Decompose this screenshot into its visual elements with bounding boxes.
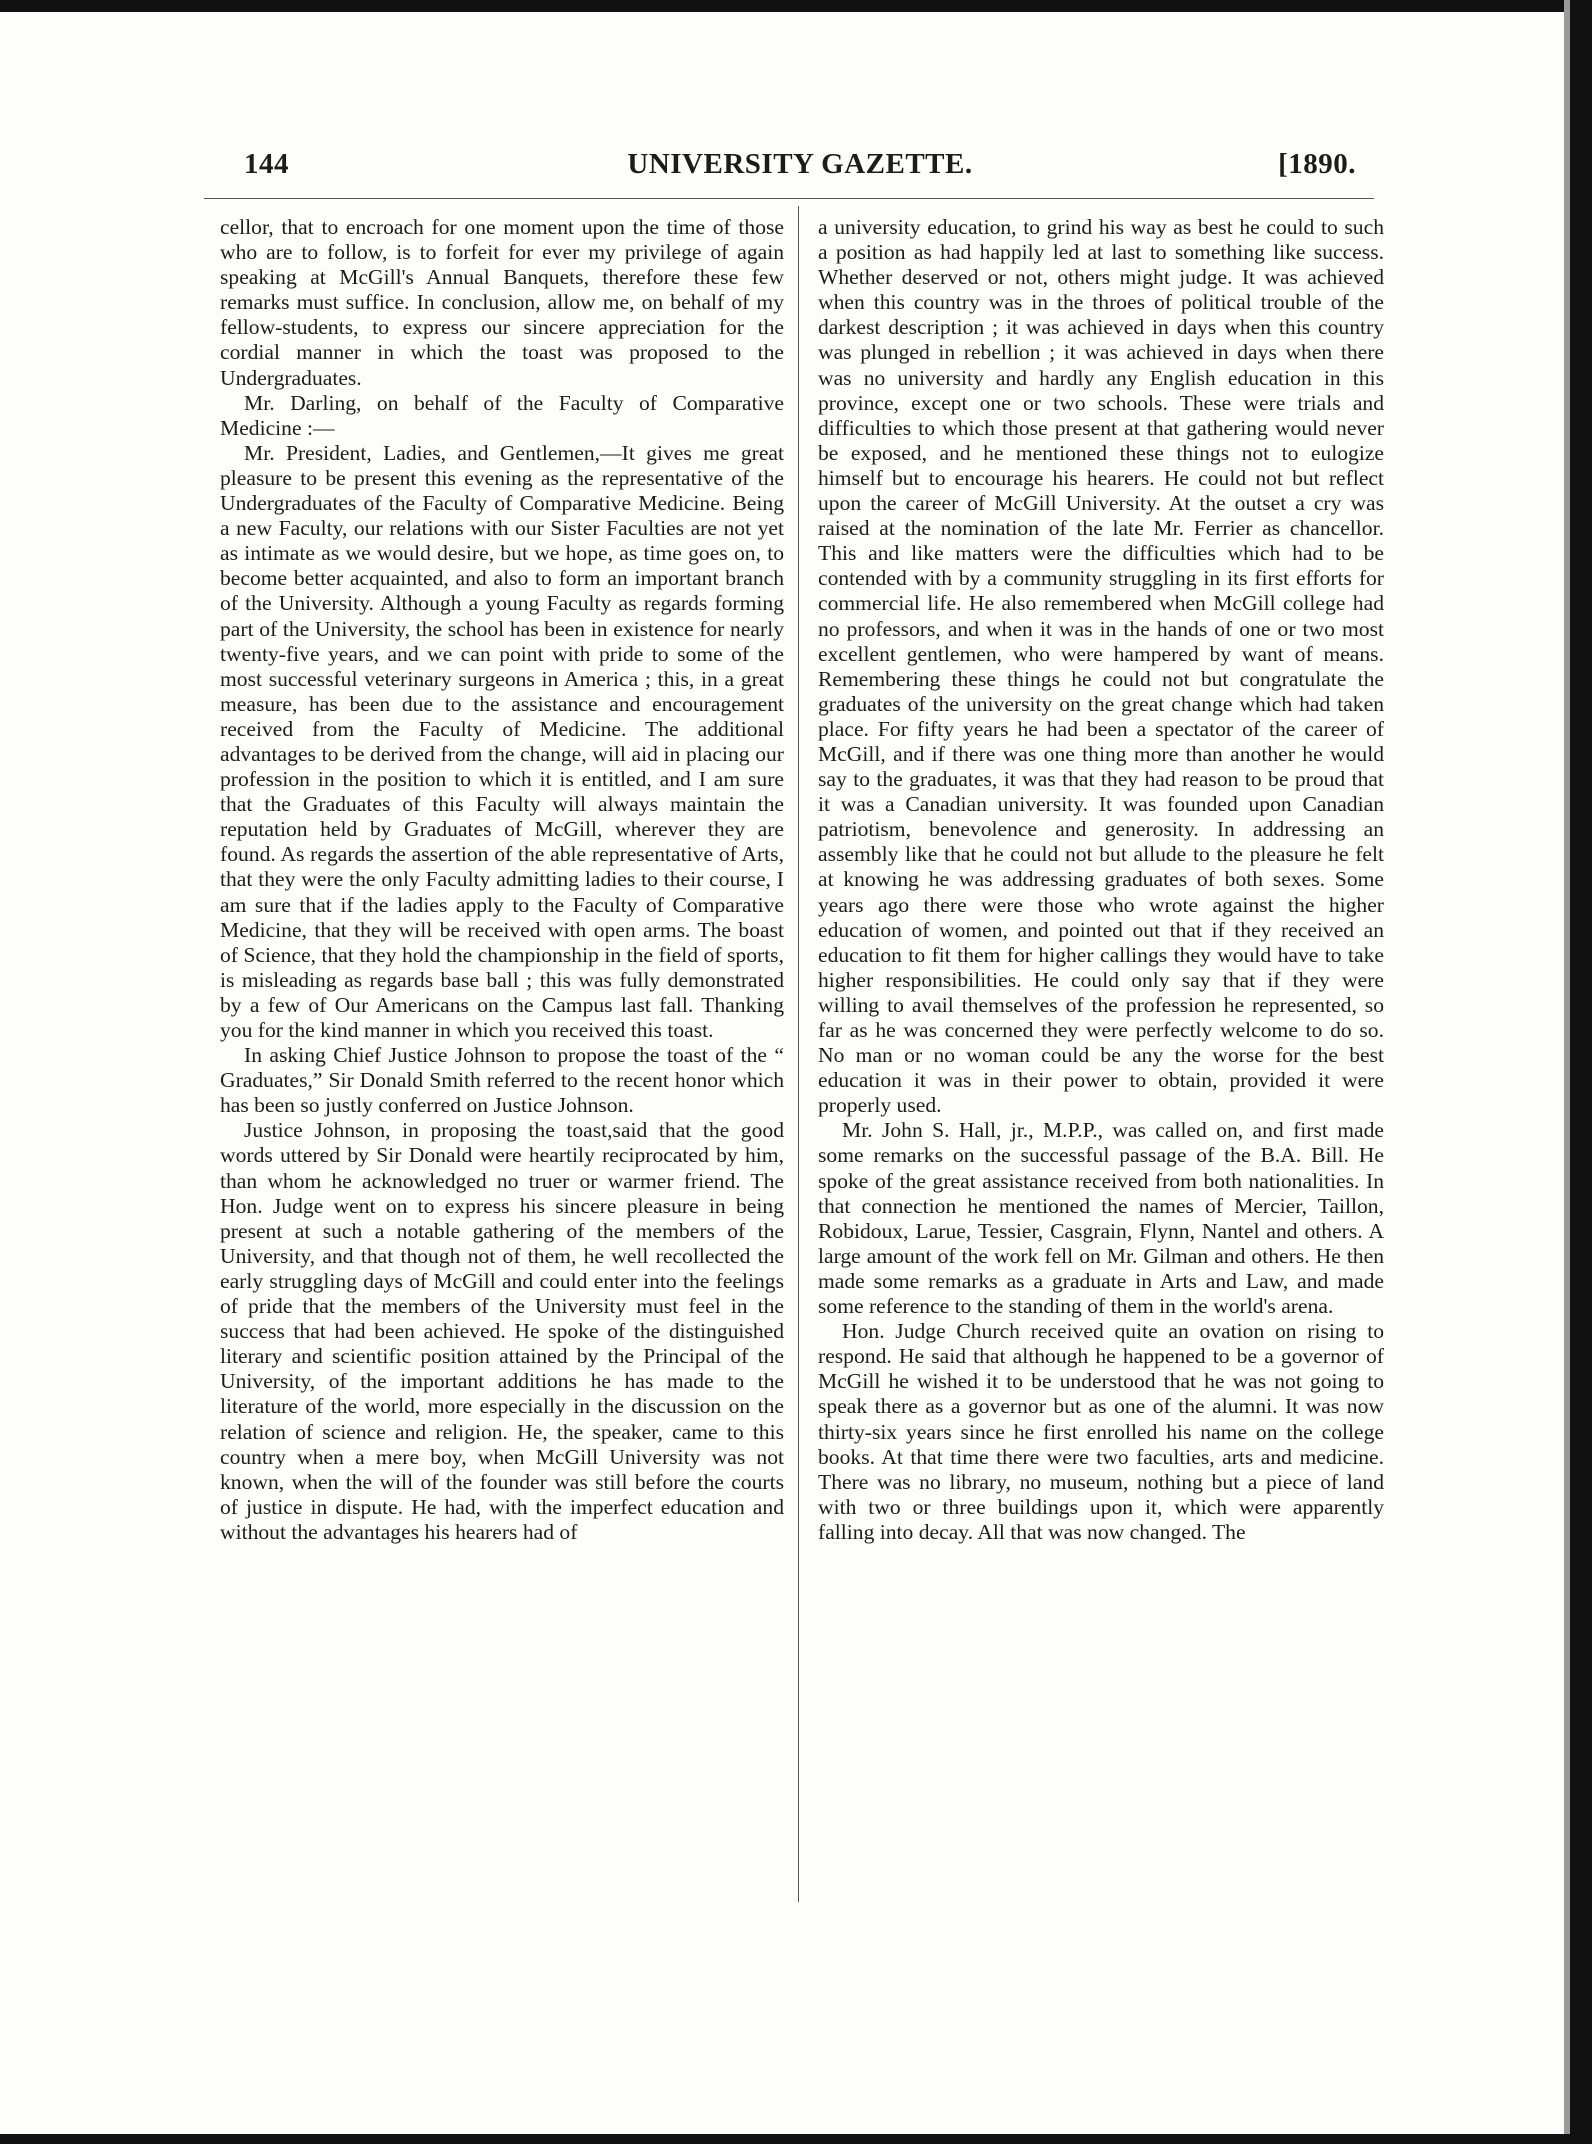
paragraph: Hon. Judge Church received quite an ovation on rising to respond. He said that although he happened to be a governor of McGill he wished it to be understood that he was not going to speak there as a governor but as one of the alumni. It was now thirty-six years since he first enrolled his name on the college books. At that time there were two faculties, arts and medicine. There was no library, no museum, nothing but a piece of land with two or three buildings upon it, which were apparently falling into decay. All that was now changed. The — [818, 1319, 1384, 1544]
journal-title: UNIVERSITY GAZETTE. — [627, 148, 973, 180]
paragraph: Mr. John S. Hall, jr., M.P.P., was called on, and first made some remarks on the successful passage of the B.A. Bill. He spoke of the great assistance received from both nationalities. In that connection he mentioned the names of Mercier, Taillon, Robidoux, Larue, Tessier, Casgrain, Flynn, Nantel and others. A large amount of the work fell on Mr. Gilman and others. He then made some remarks as a graduate in Arts and Law, and made some reference to the standing of them in the world's arena. — [818, 1118, 1384, 1319]
scan-bottom-border — [0, 2134, 1592, 2144]
scan-top-border — [0, 0, 1592, 12]
header-rule — [204, 198, 1374, 199]
page-header — [244, 148, 1356, 188]
paragraph: a university education, to grind his way as best he could to such a position as had happily led at last to something like success. Whether deserved or not, others might judge. It was achieved when this country was in the throes of political trouble of the darkest description ; it was achieved in days when this country was plunged in rebellion ; it was achieved in days when there was no university and hardly any English education in this province, except one or two schools. These were trials and difficulties to which those present at that gathering would never be exposed, and he mentioned these things not to eulogize himself but to encourage his hearers. He could not but reflect upon the career of McGill University. At the outset a cry was raised at the nomination of the late Mr. Ferrier as chancellor. This and like matters were the difficulties which had to be contended with by a community struggling in its first efforts for commercial life. He also remembered when McGill college had no professors, and when it was in the hands of one or two most excellent gentlemen, who were hampered by want of means. Remembering these things he could not but congratulate the graduates of the university on the great change which had taken place. For fifty years he had been a spectator of the career of McGill, and if there was one thing more than another he would say to the graduates, it was that they had reason to be proud that it was a Canadian university. It was founded upon Canadian patriotism, benevolence and generosity. In addressing an assembly like that he could not but allude to the pleasure he felt at knowing he was addressing graduates of both sexes. Some years ago there were those who wrote against the higher education of women, and pointed out that if they received an education to fit them for higher callings they would have to take higher responsibilities. He could only say that if they were willing to avail themselves of the profession he represented, so far as he was concerned they were perfectly welcome to do so. No man or no woman could be any the worse for the best education it was in their power to obtain, provided it were properly used. — [818, 215, 1384, 1118]
paragraph: Mr. President, Ladies, and Gentlemen,—It gives me great pleasure to be present this evening as the representative of the Undergraduates of the Faculty of Comparative Medicine. Being a new Faculty, our relations with our Sister Faculties are not yet as intimate as we would desire, but we hope, as time goes on, to become better acquainted, and also to form an important branch of the University. Although a young Faculty as regards forming part of the University, the school has been in existence for nearly twenty-five years, and we can point with pride to some of the most successful veterinary surgeons in America ; this, in a great measure, has been due to the assistance and encouragement received from the Faculty of Medicine. The additional advantages to be derived from the change, will aid in placing our profession in the position to which it is entitled, and I am sure that the Graduates of this Faculty will always maintain the reputation held by Graduates of McGill, wherever they are found. As regards the assertion of the able representative of Arts, that they were the only Faculty admitting ladies to their course, I am sure that if the ladies apply to the Faculty of Comparative Medicine, that they will be received with open arms. The boast of Science, that they hold the championship in the field of sports, is misleading as regards base ball ; this was fully demonstrated by a few of Our Americans on the Campus last fall. Thanking you for the kind manner in which you received this toast. — [220, 440, 784, 1042]
paragraph: In asking Chief Justice Johnson to propose the toast of the “ Graduates,” Sir Donald Smith referred to the recent honor which has been so justly conferred on Justice Johnson. — [220, 1043, 784, 1118]
paragraph: cellor, that to encroach for one moment upon the time of those who are to follow, is to forfeit for ever my privilege of again speaking at McGill's Annual Banquets, therefore these few remarks must suffice. In conclusion, allow me, on behalf of my fellow-students, to express our sincere appreciation for the cordial manner in which the toast was proposed to the Undergraduates. — [220, 215, 784, 390]
paragraph: Justice Johnson, in proposing the toast,said that the good words uttered by Sir Donald were heartily reciprocated by him, than whom he acknowledged no truer or warmer friend. The Hon. Judge went on to express his sincere pleasure in being present at such a notable gathering of the members of the University, and that though not of them, he well recollected the early struggling days of McGill and could enter into the feelings of pride that the members of the University must feel in the success that had been achieved. He spoke of the distinguished literary and scientific position attained by the Principal of the University, of the important additions he has made to the literature of the world, more especially in the discussion on the relation of science and religion. He, the speaker, came to this country when a mere boy, when McGill University was not known, when the will of the founder was still before the courts of justice in dispute. He had, with the imperfect education and without the advantages his hearers had of — [220, 1118, 784, 1544]
scan-right-border — [1570, 0, 1592, 2144]
left-column — [220, 215, 784, 1545]
scan-gutter-shadow — [1564, 0, 1570, 2144]
paragraph: Mr. Darling, on behalf of the Faculty of Comparative Medicine :— — [220, 390, 784, 440]
page-number: 144 — [244, 148, 289, 180]
issue-year: [1890. — [1278, 148, 1356, 180]
right-column — [818, 215, 1384, 1545]
column-divider — [798, 206, 799, 1902]
